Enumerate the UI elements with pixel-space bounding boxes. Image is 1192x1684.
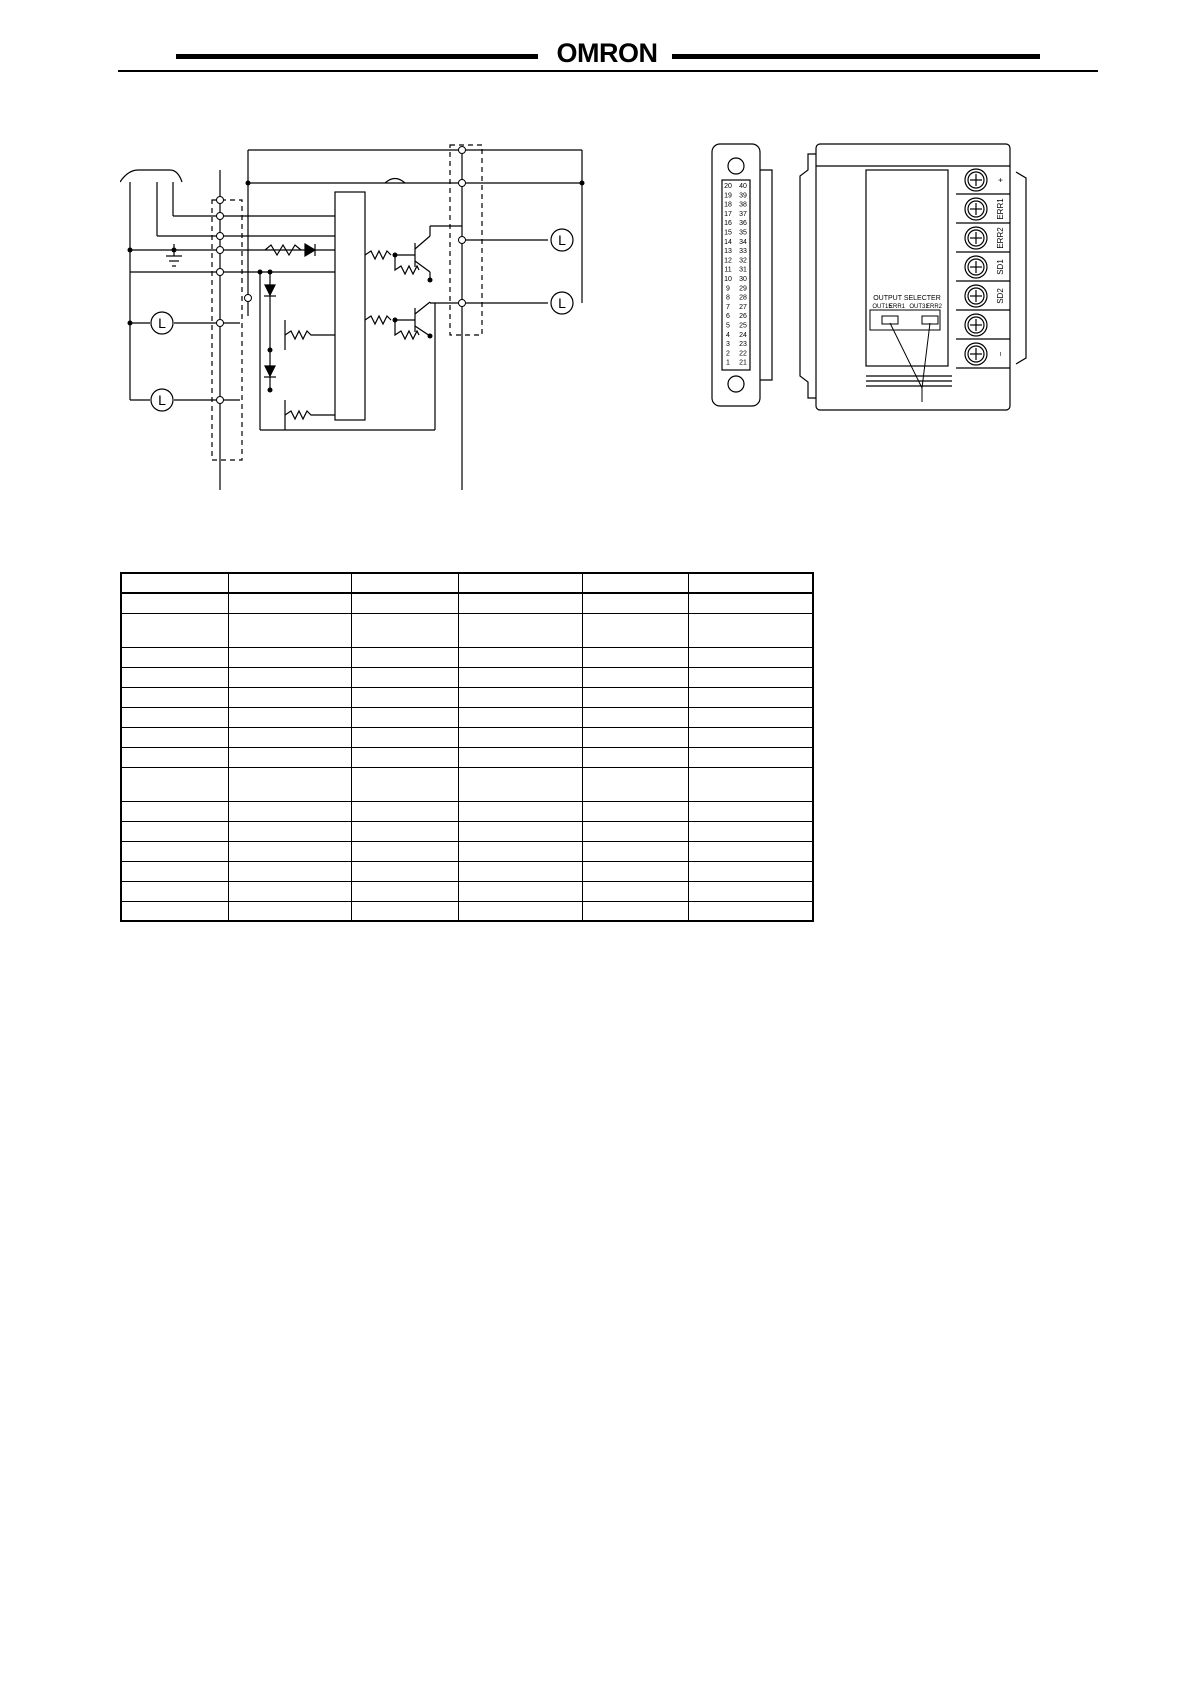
connector-pin-label: 14	[724, 238, 732, 246]
connector-pin-label: 17	[724, 210, 732, 218]
table-cell	[228, 727, 351, 747]
connector-pin-label: 32	[739, 257, 747, 265]
table-cell	[689, 687, 813, 707]
table-row	[121, 647, 813, 667]
table-cell	[689, 613, 813, 647]
table-cell	[228, 881, 351, 901]
header-rule	[118, 70, 1098, 72]
table-cell	[228, 613, 351, 647]
table-row	[121, 841, 813, 861]
table-cell	[459, 647, 582, 667]
table-row	[121, 573, 813, 593]
table-cell	[228, 901, 351, 921]
table-cell	[459, 727, 582, 747]
table-cell	[582, 767, 689, 801]
connector-pin-label: 23	[739, 341, 747, 349]
connector-pin-label: 4	[726, 331, 730, 339]
table-cell	[352, 747, 459, 767]
table-row	[121, 767, 813, 801]
terminal-label: +	[996, 177, 1005, 183]
selector-option-err1: ERR1	[888, 304, 906, 310]
connector-pin-label: 22	[739, 350, 747, 358]
table-cell	[352, 647, 459, 667]
table-cell	[459, 573, 582, 593]
load-label: L	[158, 392, 166, 408]
load-label: L	[558, 295, 566, 311]
table-cell	[582, 687, 689, 707]
table-cell	[352, 821, 459, 841]
connector-pin-label: 28	[739, 294, 747, 302]
table-cell	[352, 767, 459, 801]
connector-pin-label: 3	[726, 341, 730, 349]
connector-pin-label: 29	[739, 285, 747, 293]
table-cell	[689, 647, 813, 667]
table-row	[121, 801, 813, 821]
table-cell	[121, 801, 228, 821]
connector-pin-label: 35	[739, 229, 747, 237]
table-cell	[228, 841, 351, 861]
table-cell	[689, 841, 813, 861]
table-cell	[228, 821, 351, 841]
connector-pin-label: 37	[739, 210, 747, 218]
connector-pin-label: 39	[739, 192, 747, 200]
table-cell	[228, 647, 351, 667]
terminal-label: −	[996, 351, 1005, 357]
connector-pin-label: 6	[726, 313, 730, 321]
table-cell	[582, 801, 689, 821]
table-cell	[582, 573, 689, 593]
connector-pin-label: 33	[739, 248, 747, 256]
table-cell	[689, 767, 813, 801]
table-cell	[228, 667, 351, 687]
table-row	[121, 687, 813, 707]
table-cell	[459, 841, 582, 861]
table-cell	[582, 593, 689, 613]
table-cell	[228, 767, 351, 801]
connector-pin-label: 18	[724, 201, 732, 209]
connector-pin-label: 31	[739, 266, 747, 274]
table-cell	[228, 747, 351, 767]
terminal-label: SD1	[996, 259, 1005, 275]
table-cell	[459, 901, 582, 921]
connector-pin-label: 5	[726, 322, 730, 330]
table-cell	[121, 687, 228, 707]
connector-pin-label: 30	[739, 276, 747, 283]
table-cell	[121, 901, 228, 921]
table-cell	[228, 861, 351, 881]
connector-pin-label: 40	[739, 183, 747, 190]
table-row	[121, 707, 813, 727]
table-cell	[459, 861, 582, 881]
connector-pin-label: 12	[724, 257, 732, 265]
table-cell	[689, 901, 813, 921]
table-cell	[228, 593, 351, 613]
omron-logo: OMRON	[556, 38, 658, 68]
connector-pin-label: 15	[724, 229, 732, 237]
table-cell	[352, 727, 459, 747]
table-row	[121, 901, 813, 921]
table-cell	[352, 861, 459, 881]
connector-pin-label: 34	[739, 238, 747, 246]
table-cell	[459, 687, 582, 707]
table-cell	[121, 821, 228, 841]
table-cell	[121, 861, 228, 881]
table-cell	[582, 901, 689, 921]
table-cell	[582, 647, 689, 667]
table-cell	[228, 707, 351, 727]
table-cell	[121, 747, 228, 767]
table-cell	[582, 881, 689, 901]
terminal-label: ERR1	[996, 198, 1005, 220]
table-cell	[121, 727, 228, 747]
internal-circuit-diagram	[120, 140, 640, 500]
table-cell	[228, 801, 351, 821]
connector-pin-label: 16	[724, 220, 732, 228]
connector-pin-label: 20	[724, 183, 732, 190]
table-cell	[582, 707, 689, 727]
table-cell	[352, 707, 459, 727]
table-row	[121, 747, 813, 767]
connector-pin-label: 13	[724, 248, 732, 256]
table-cell	[352, 841, 459, 861]
terminal-label: ERR2	[996, 227, 1005, 249]
table-cell	[352, 573, 459, 593]
table-row	[121, 861, 813, 881]
connector-pin-label: 36	[739, 220, 747, 228]
table-cell	[228, 573, 351, 593]
selector-option-out31: OUT31	[909, 304, 929, 310]
connector-pin-label: 24	[739, 331, 747, 339]
table-cell	[121, 667, 228, 687]
table-row	[121, 613, 813, 647]
connector-pin-label: 7	[726, 303, 730, 311]
table-cell	[121, 707, 228, 727]
table-cell	[352, 613, 459, 647]
table-cell	[582, 861, 689, 881]
table-cell	[689, 747, 813, 767]
table-cell	[689, 861, 813, 881]
table-cell	[582, 727, 689, 747]
table-cell	[352, 667, 459, 687]
table-cell	[352, 901, 459, 921]
connector-pin-label: 27	[739, 303, 747, 311]
connector-pin-label: 11	[724, 266, 732, 274]
table-row	[121, 593, 813, 613]
table-row	[121, 881, 813, 901]
table-cell	[121, 841, 228, 861]
spec-table	[120, 572, 814, 922]
table-cell	[582, 841, 689, 861]
connector-pin-label: 8	[726, 294, 730, 302]
connector-pin-label: 1	[726, 359, 730, 367]
table-cell	[689, 821, 813, 841]
table-cell	[352, 881, 459, 901]
table-row	[121, 821, 813, 841]
table-cell	[689, 707, 813, 727]
connector-pin-label: 21	[739, 359, 747, 367]
table-cell	[459, 667, 582, 687]
table-cell	[459, 707, 582, 727]
table-cell	[121, 881, 228, 901]
table-cell	[121, 593, 228, 613]
table-cell	[582, 747, 689, 767]
table-cell	[689, 881, 813, 901]
table-cell	[352, 687, 459, 707]
table-cell	[459, 613, 582, 647]
table-cell	[121, 647, 228, 667]
terminal-label: SD2	[996, 288, 1005, 304]
selector-option-out15: OUT15	[872, 304, 892, 310]
table-cell	[582, 613, 689, 647]
selector-title: OUTPUT SELECTER	[873, 295, 941, 302]
table-cell	[689, 593, 813, 613]
table-row	[121, 727, 813, 747]
load-label: L	[558, 232, 566, 248]
header-bar-right	[672, 54, 1040, 59]
table-cell	[121, 573, 228, 593]
table-cell	[689, 573, 813, 593]
connector-pin-label: 2	[726, 350, 730, 358]
table-cell	[689, 801, 813, 821]
device-external-view	[700, 140, 1060, 420]
load-label: L	[158, 315, 166, 331]
connector-pin-label: 25	[739, 322, 747, 330]
table-cell	[582, 821, 689, 841]
table-cell	[352, 801, 459, 821]
selector-option-err2: ERR2	[925, 304, 943, 310]
table-cell	[121, 613, 228, 647]
header-bar-left	[176, 54, 538, 59]
connector-pin-label: 19	[724, 192, 732, 200]
connector-pin-label: 38	[739, 201, 747, 209]
table-row	[121, 667, 813, 687]
table-cell	[459, 747, 582, 767]
table-cell	[459, 881, 582, 901]
table-cell	[689, 727, 813, 747]
table-cell	[352, 593, 459, 613]
connector-pin-label: 26	[739, 313, 747, 321]
table-cell	[459, 821, 582, 841]
connector-pin-label: 10	[724, 276, 732, 283]
page-header	[0, 0, 1192, 80]
table-cell	[689, 667, 813, 687]
table-cell	[459, 767, 582, 801]
connector-pin-label: 9	[726, 285, 730, 293]
table-cell	[582, 667, 689, 687]
table-cell	[459, 593, 582, 613]
table-cell	[121, 767, 228, 801]
table-cell	[459, 801, 582, 821]
table-cell	[228, 687, 351, 707]
